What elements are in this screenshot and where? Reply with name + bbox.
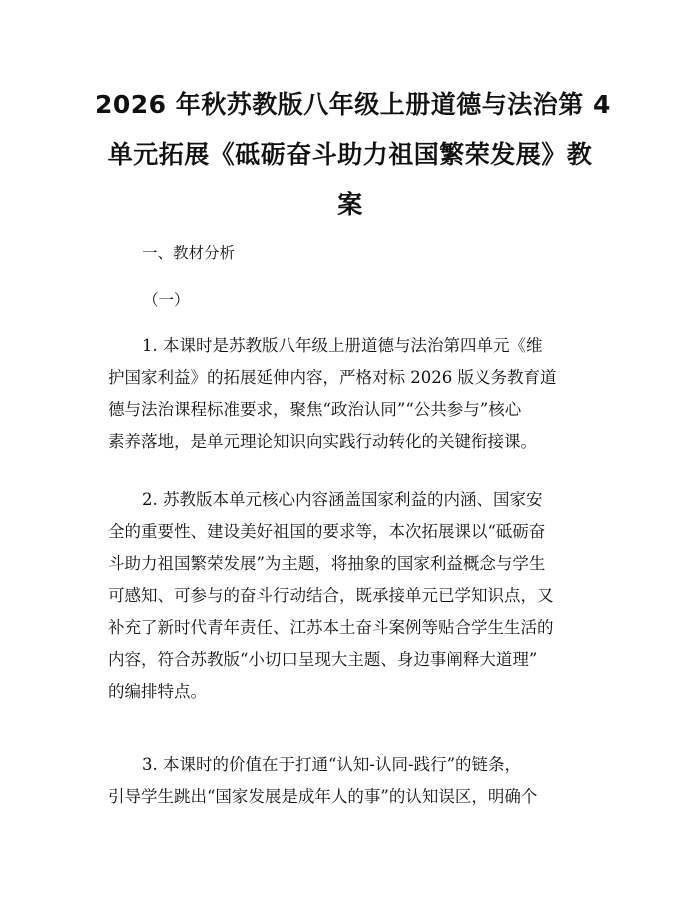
paragraph-line: 2. 苏教版本单元核心内容涵盖国家利益的内涵、国家安 [142,490,543,509]
paragraph-line: 全的重要性、建设美好祖国的要求等，本次拓展课以“砥砺奋 [108,522,546,541]
title-line: 案 [337,190,363,219]
paragraph-line: 引导学生跳出“国家发展是成年人的事”的认知误区，明确个 [108,787,538,806]
paragraph-line: 内容，符合苏教版“小切口呈现大主题、身边事阐释大道理” [108,650,538,669]
paragraph-line: 斗助力祖国繁荣发展”为主题，将抽象的国家利益概念与学生 [108,554,546,573]
paragraph-line: 护国家利益》的拓展延伸内容，严格对标 2026 版义务教育道 [108,368,557,387]
paragraph-1 [108,330,608,458]
paragraph-line: 的编排特点。 [108,682,207,701]
document-title [95,80,611,230]
paragraph-line: 德与法治课程标准要求，聚焦“政治认同”“公共参与”核心 [108,400,522,419]
paragraph-2 [108,484,608,708]
paragraph-line: 3. 本课时的价值在于打通“认知-认同-践行”的链条， [142,755,522,774]
paragraph-3 [108,749,608,813]
subsection-heading: （一） [143,291,190,309]
paragraph-line: 可感知、可参与的奋斗行动结合，既承接单元已学知识点，又 [108,586,554,605]
paragraph-line: 1. 本课时是苏教版八年级上册道德与法治第四单元《维 [142,336,543,355]
title-line: 单元拓展《砥砺奋斗助力祖国繁荣发展》教 [107,140,593,169]
title-line: 2026 年秋苏教版八年级上册道德与法治第 4 [95,90,611,119]
section-heading: 一、教材分析 [142,244,236,262]
paragraph-line: 补充了新时代青年责任、江苏本土奋斗案例等贴合学生生活的 [108,618,554,637]
paragraph-line: 素养落地，是单元理论知识向实践行动转化的关键衔接课。 [108,432,537,451]
